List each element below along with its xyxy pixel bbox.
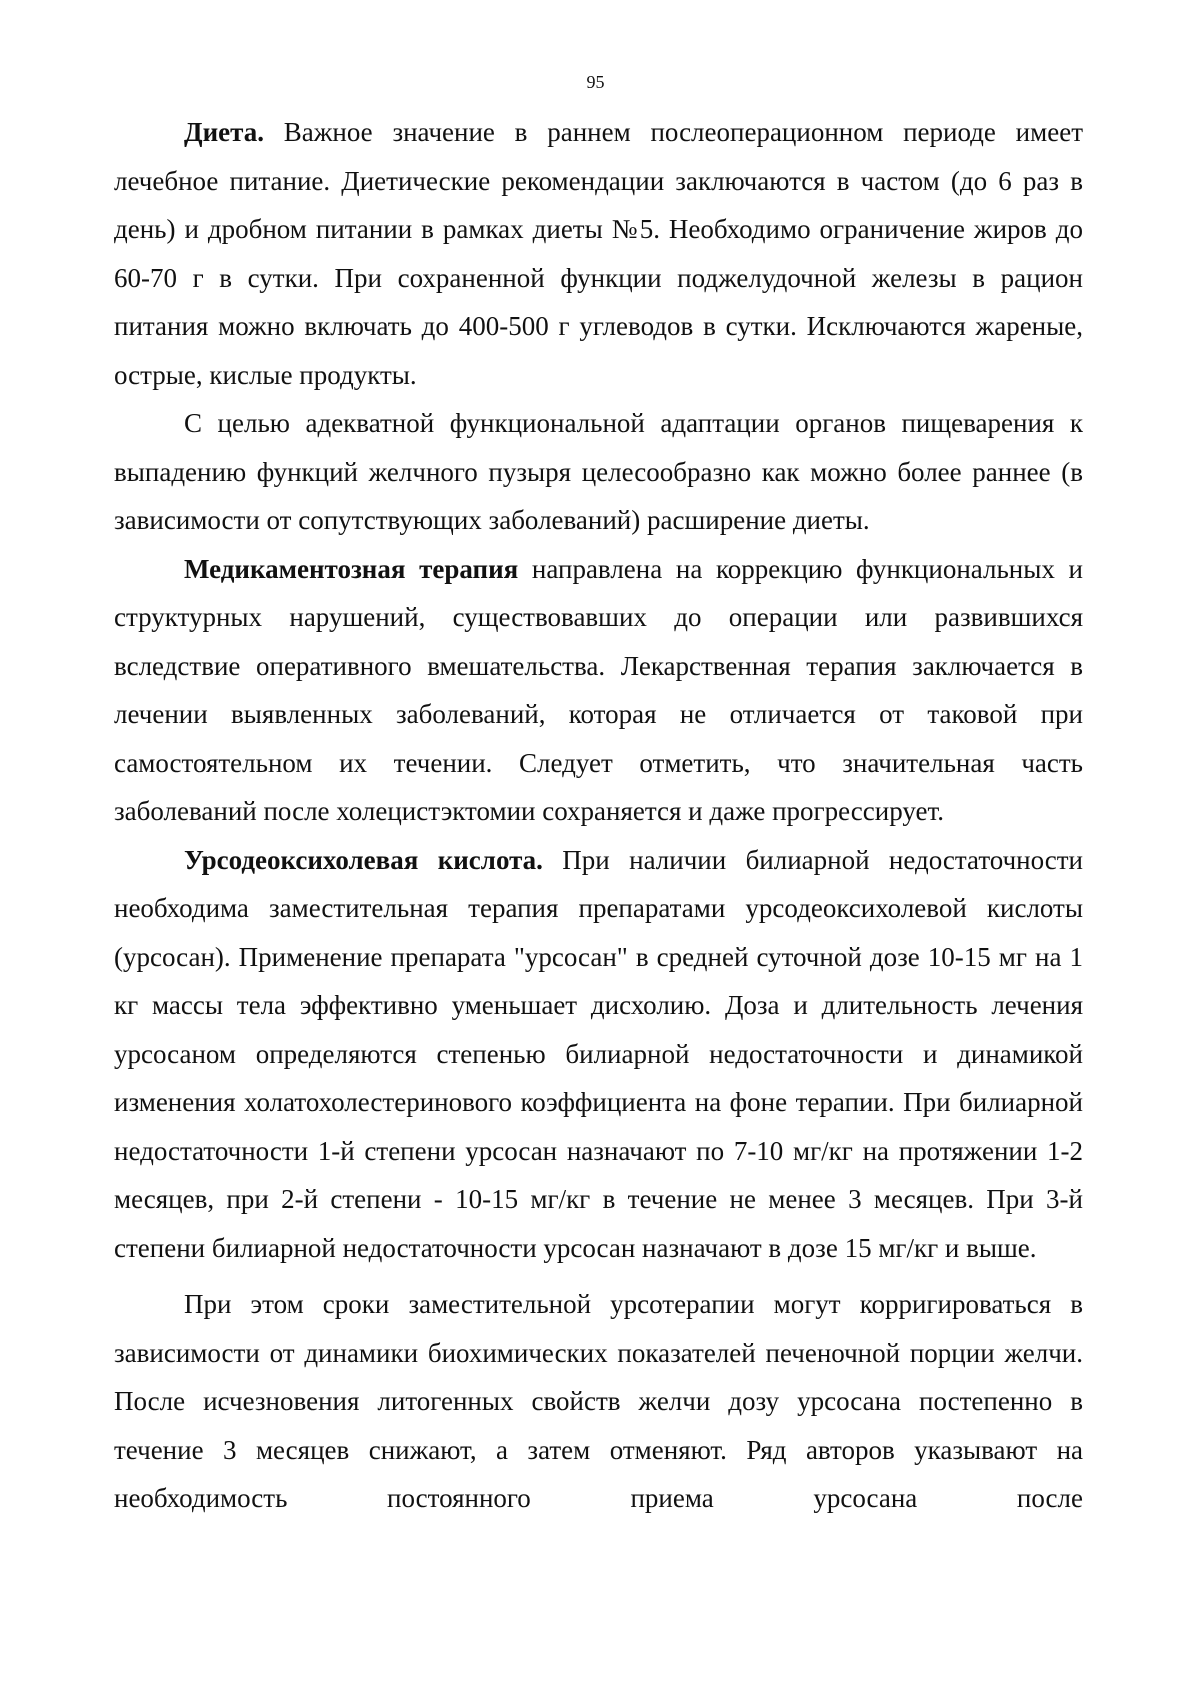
paragraph-text: С целью адекватной функциональной адаптации органов пищеварения к выпадению функций желчного пузыря целесообразно как можно более раннее (в зависимости от сопутствующих заболеваний) расширение диеты.: [114, 408, 1083, 535]
paragraph-ursodeoxycholic-acid: [114, 836, 1083, 1273]
page-number: 95: [586, 72, 605, 92]
paragraph-ursotherapy-duration: [114, 1280, 1083, 1523]
paragraph-text: направлена на коррекцию функциональных и структурных нарушений, существовавших до операции или развившихся вследствие оперативного вмешательства. Лекарственная терапия заключается в лечении выявленных заболеваний, которая не отличается от таковой при самостоятельном их течении. Следует отметить, что значительная часть заболеваний после холецистэктомии сохраняется и даже прогрессирует.: [114, 553, 1083, 826]
paragraph-diet: [114, 108, 1083, 399]
paragraph-diet-adaptation: [114, 399, 1083, 545]
document-body: [114, 108, 1083, 1523]
paragraph-lead: Медикаментозная терапия: [184, 553, 519, 584]
paragraph-text: При этом сроки заместительной урсотерапии могут корригироваться в зависимости от динамики биохимических показателей печеночной порции желчи. После исчезновения литогенных свойств желчи дозу урсосана постепенно в течение 3 месяцев снижают, а затем отменяют. Ряд авторов указывают на необходимость постоянного приема урсосана после: [114, 1289, 1083, 1513]
paragraph-text: При наличии билиарной недостаточности необходима заместительная терапия препаратами урсодеоксихолевой кислоты (урсосан). Применение препарата "урсосан" в средней суточной дозе 10-15 мг на 1 кг массы тела эффективно уменьшает дисхолию. Доза и длительность лечения урсосаном определяются степенью билиарной недостаточности и динамикой изменения холатохолестеринового коэффициента на фоне терапии. При билиарной недостаточности 1-й степени урсосан назначают по 7-10 мг/кг на протяжении 1-2 месяцев, при 2-й степени - 10-15 мг/кг в течение не менее 3 месяцев. При 3-й степени билиарной недостаточности урсосан назначают в дозе 15 мг/кг и выше.: [114, 844, 1083, 1263]
paragraph-text: Важное значение в раннем послеоперационном периоде имеет лечебное питание. Диетические рекомендации заключаются в частом (до 6 раз в день) и дробном питании в рамках диеты №5. Необходимо ограничение жиров до 60-70 г в сутки. При сохраненной функции поджелудочной железы в рацион питания можно включать до 400-500 г углеводов в сутки. Исключаются жареные, острые, кислые продукты.: [114, 117, 1083, 390]
paragraph-drug-therapy: [114, 545, 1083, 836]
paragraph-lead: Диета.: [184, 117, 264, 147]
paragraph-lead: Урсодеоксихолевая кислота.: [184, 844, 543, 875]
